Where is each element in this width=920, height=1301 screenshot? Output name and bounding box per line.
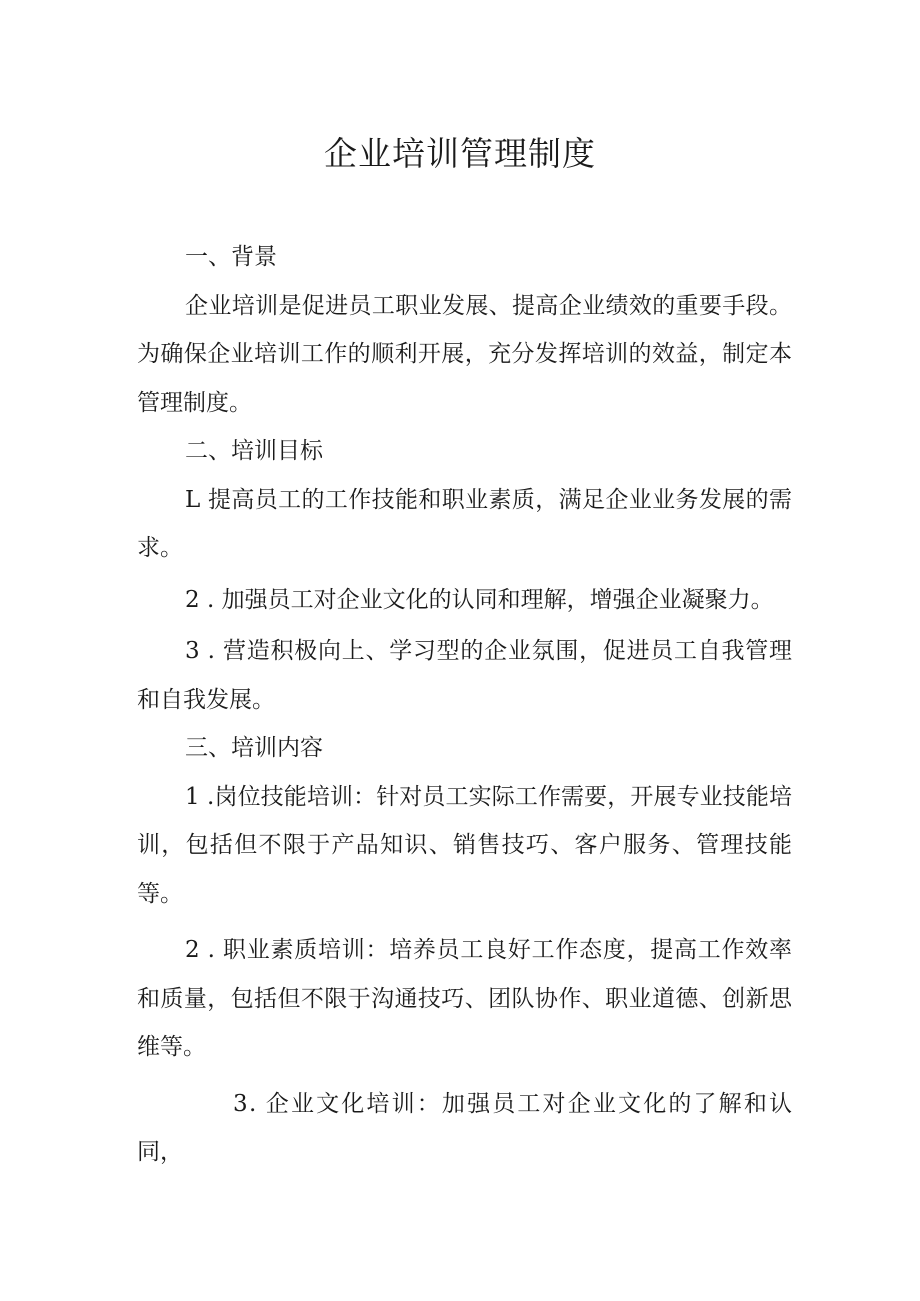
content-item-3-text: . 企业文化培训：加强员工对企业文化的了解和认同，: [137, 1090, 792, 1165]
content-item-2: 2 . 职业素质培训：培养员工良好工作态度，提高工作效率和质量，包括但不限于沟通技巧、团队协作、职业道德、创新思维等。: [137, 937, 792, 1060]
page-title: 企业培训管理制度: [324, 134, 596, 173]
goal-item-3: 3 . 营造积极向上、学习型的企业氛围，促进员工自我管理和自我发展。: [137, 638, 792, 713]
section-heading-background: 一、背景: [185, 244, 277, 270]
section-heading-content: 三、培训内容: [185, 735, 323, 761]
document-body: [137, 233, 792, 1177]
goal-item-2: 2 . 加强员工对企业文化的认同和理解，增强企业凝聚力。: [185, 586, 774, 613]
goal-item-1: L 提高员工的工作技能和职业素质，满足企业业务发展的需求。: [137, 486, 792, 561]
content-item-1: 1 .岗位技能培训：针对员工实际工作需要，开展专业技能培训，包括但不限于产品知识、销售技巧、客户服务、管理技能等。: [137, 783, 792, 907]
content-item-3: [137, 1080, 792, 1177]
background-paragraph: 企业培训是促进员工职业发展、提高企业绩效的重要手段。为确保企业培训工作的顺利开展，充分发挥培训的效益，制定本管理制度。: [137, 292, 792, 416]
content-item-3-number: 3: [233, 1090, 248, 1117]
section-heading-goals: 二、培训目标: [185, 438, 323, 464]
